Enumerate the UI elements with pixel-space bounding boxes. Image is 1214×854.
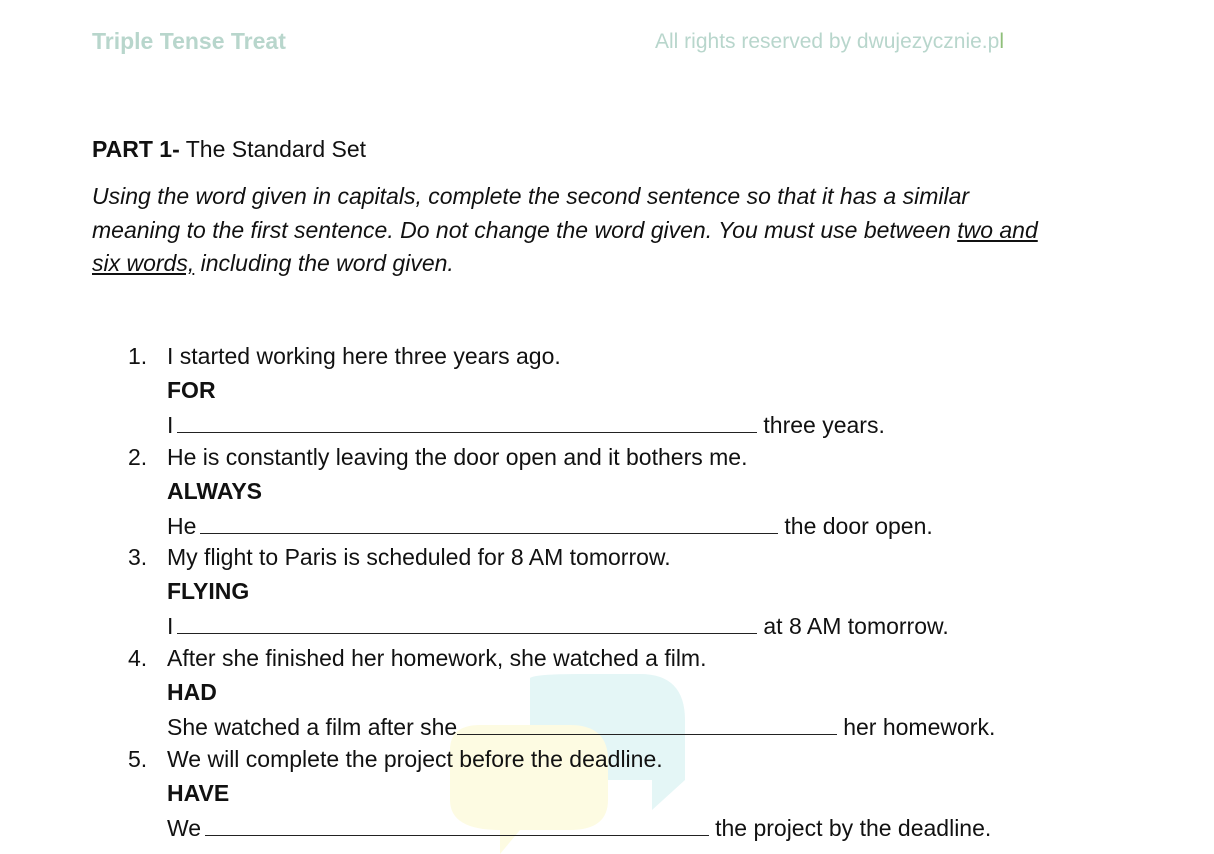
answer-prefix: I	[167, 412, 174, 438]
answer-line	[167, 713, 995, 740]
answer-line	[167, 814, 991, 841]
instructions-text: Using the word given in capitals, complete the second sentence so that it has a similar meaning to the first sentence. Do not change the word given. You must use between	[92, 183, 970, 243]
question-sentence: I started working here three years ago.	[167, 343, 561, 369]
answer-line	[167, 411, 885, 438]
question-item	[0, 444, 1214, 545]
answer-prefix: I	[167, 613, 174, 639]
copyright-notice	[655, 30, 1004, 54]
answer-suffix: the project by the deadline.	[715, 815, 992, 841]
copyright-text-last: l	[999, 30, 1004, 53]
part-heading	[92, 136, 366, 163]
question-number: 5.	[128, 746, 148, 772]
answer-prefix: We	[167, 815, 202, 841]
answer-suffix: at 8 AM tomorrow.	[763, 613, 949, 639]
answer-blank[interactable]	[177, 612, 757, 634]
part-name: The Standard Set	[185, 136, 367, 162]
question-keyword: FLYING	[167, 578, 250, 604]
answer-line	[167, 512, 933, 539]
answer-blank[interactable]	[177, 411, 757, 433]
worksheet-title: Triple Tense Treat	[92, 28, 286, 54]
question-keyword: FOR	[167, 377, 216, 403]
instructions	[92, 180, 1052, 281]
question-number: 3.	[128, 544, 148, 570]
question-sentence: We will complete the project before the deadline.	[167, 746, 663, 772]
answer-blank[interactable]	[200, 512, 778, 534]
answer-suffix: her homework.	[843, 714, 996, 740]
answer-suffix: three years.	[763, 412, 885, 438]
question-item	[0, 746, 1214, 847]
copyright-text: All rights reserved by dwujezycznie.p	[655, 30, 1000, 53]
question-keyword: ALWAYS	[167, 478, 263, 504]
instructions-end: including the word given.	[194, 250, 454, 276]
question-item	[0, 544, 1214, 645]
question-item	[0, 645, 1214, 746]
part-label: PART 1-	[92, 136, 180, 162]
answer-prefix: She watched a film after she	[167, 714, 458, 740]
question-keyword: HAVE	[167, 780, 230, 806]
answer-blank[interactable]	[205, 814, 709, 836]
question-sentence: He is constantly leaving the door open and it bothers me.	[167, 444, 748, 470]
answer-suffix: the door open.	[784, 513, 933, 539]
answer-line	[167, 612, 949, 639]
question-sentence: My flight to Paris is scheduled for 8 AM tomorrow.	[167, 544, 671, 570]
question-number: 4.	[128, 645, 148, 671]
question-sentence: After she finished her homework, she watched a film.	[167, 645, 707, 671]
question-item	[0, 343, 1214, 444]
answer-blank[interactable]	[457, 713, 837, 735]
answer-prefix: He	[167, 513, 197, 539]
instructions-underlined: two and six words,	[92, 216, 1038, 276]
question-keyword: HAD	[167, 679, 217, 705]
question-number: 2.	[128, 444, 148, 470]
question-number: 1.	[128, 343, 148, 369]
